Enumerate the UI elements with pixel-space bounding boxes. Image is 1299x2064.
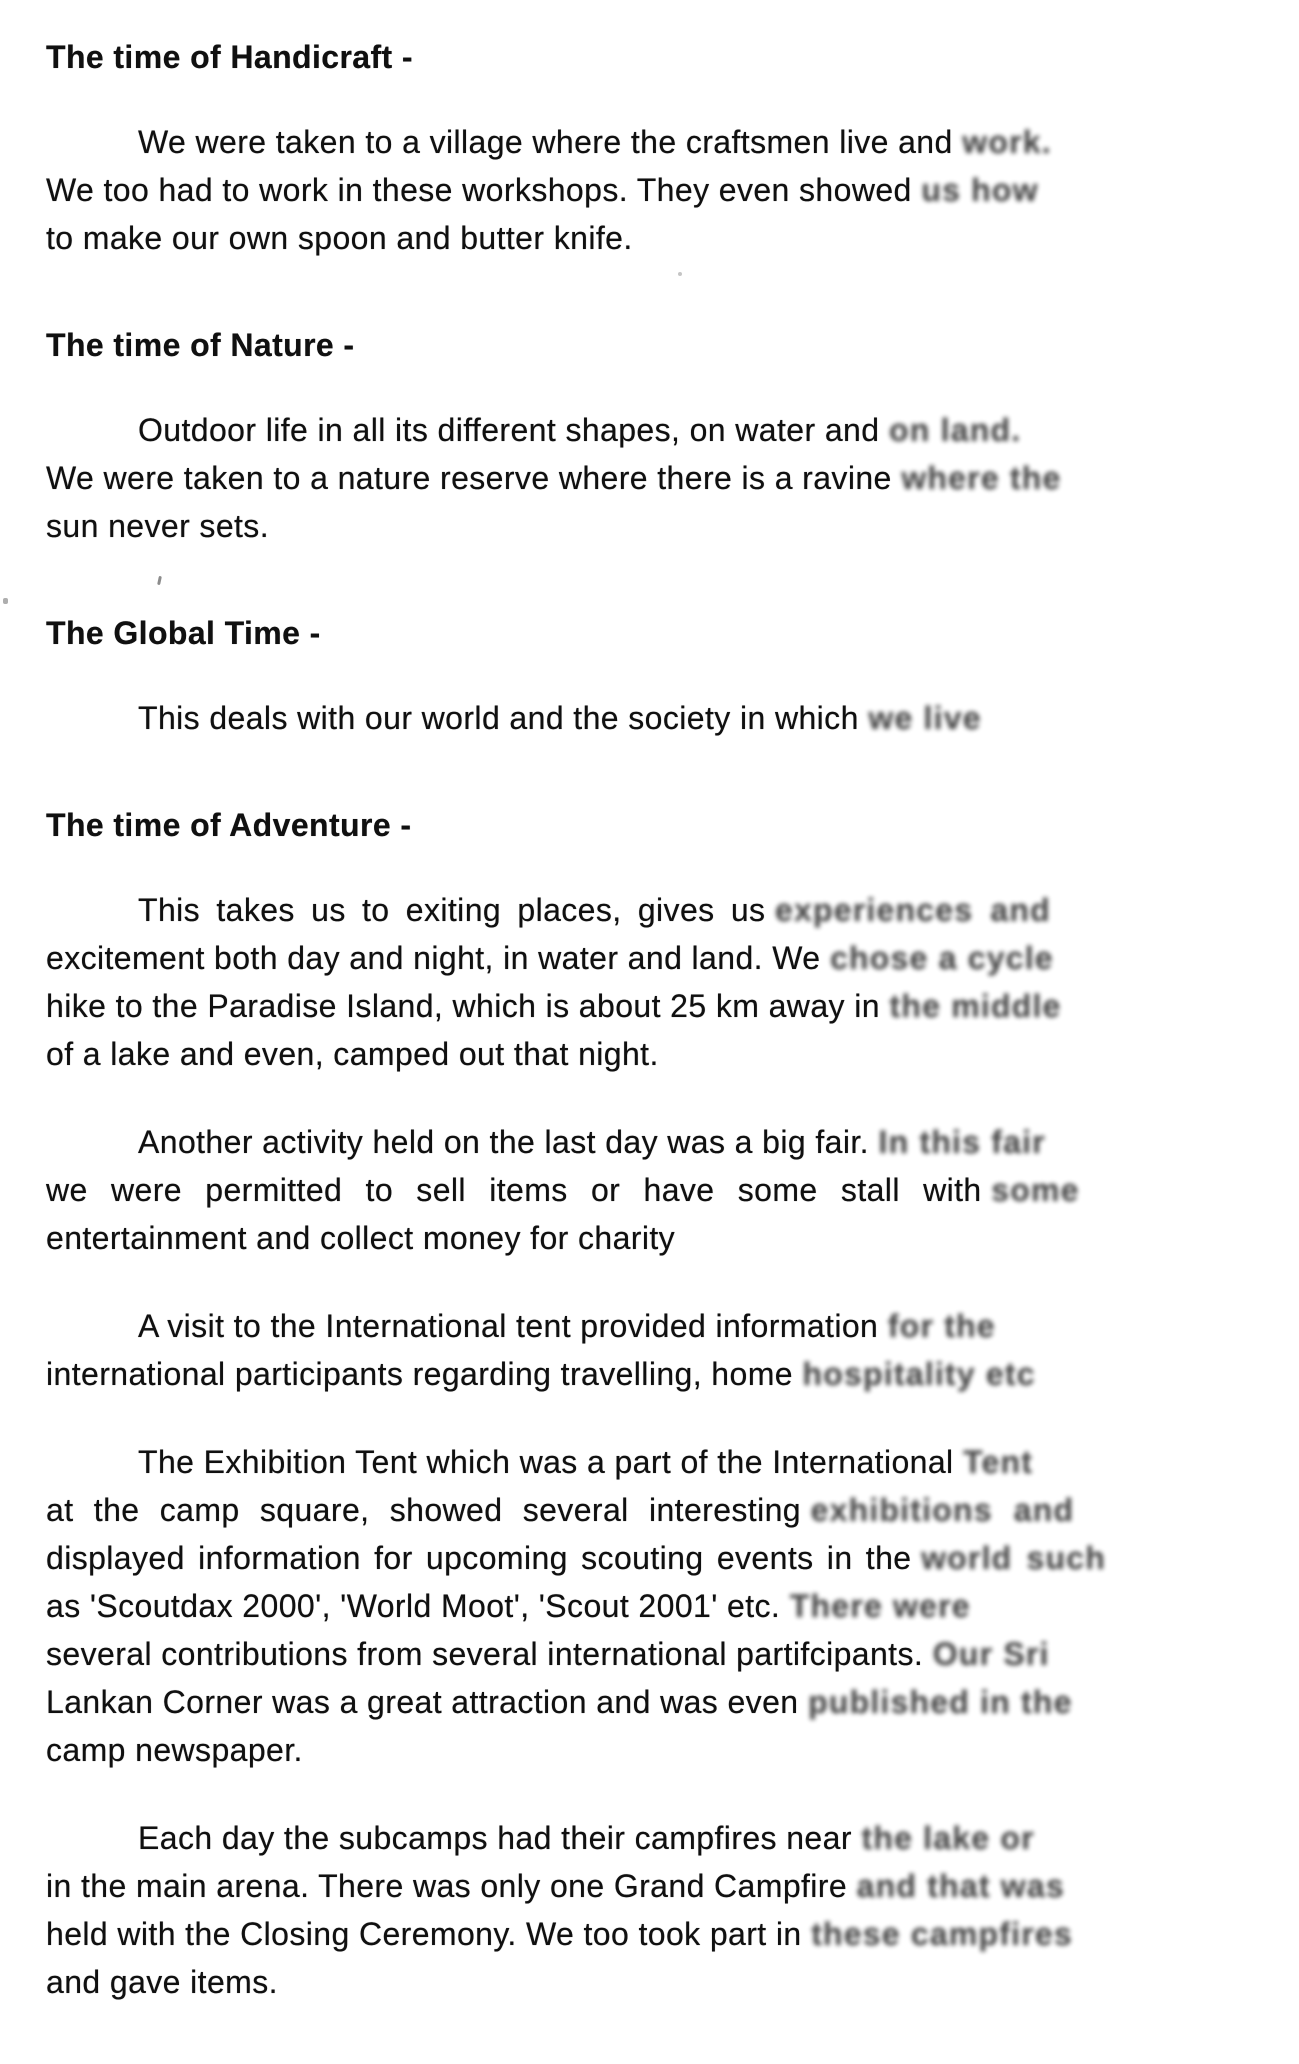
- section-heading-adventure: The time of Adventure -: [46, 807, 412, 843]
- smeared-text: There were: [789, 1588, 971, 1624]
- line-text: We were taken to a nature reserve where there is a ravine: [46, 460, 892, 496]
- text-line: [46, 1486, 1279, 1534]
- text-line: [46, 1350, 1279, 1398]
- smeared-text: the middle: [889, 988, 1062, 1024]
- smeared-text: exhibitions and: [810, 1492, 1075, 1528]
- paragraph-adventure: [46, 886, 1279, 1078]
- paragraph-nature: [46, 406, 1279, 550]
- line-text: The Exhibition Tent which was a part of the International: [138, 1444, 954, 1480]
- text-line: [46, 1534, 1279, 1582]
- smeared-text: we live: [868, 700, 982, 736]
- text-line: [46, 1678, 1279, 1726]
- text-line: [46, 982, 1279, 1030]
- line-text: at the camp square, showed several interesting: [46, 1492, 801, 1528]
- paragraph-handicraft: [46, 118, 1279, 262]
- text-line: [46, 694, 1279, 742]
- text-line: [46, 214, 1279, 262]
- text-line: [46, 1910, 1279, 1958]
- smeared-text: chose a cycle: [830, 940, 1054, 976]
- scan-speck: [157, 576, 162, 585]
- paragraph-global-time: [46, 694, 1279, 742]
- text-line: [46, 406, 1279, 454]
- line-text: international participants regarding travelling, home: [46, 1356, 793, 1392]
- smeared-text: work.: [962, 124, 1052, 160]
- section-heading-handicraft: The time of Handicraft -: [46, 39, 413, 75]
- smeared-text: Our Sri: [932, 1636, 1050, 1672]
- smeared-text: for the: [887, 1308, 996, 1344]
- paragraph-fair: [46, 1118, 1279, 1262]
- smeared-text: published in the: [808, 1684, 1073, 1720]
- smeared-text: Tent: [963, 1444, 1034, 1480]
- line-text: held with the Closing Ceremony. We too took part in: [46, 1916, 802, 1952]
- smeared-text: and that was: [856, 1868, 1065, 1904]
- text-line: [46, 166, 1279, 214]
- line-text: sun never sets.: [46, 508, 269, 544]
- smeared-text: us how: [921, 172, 1039, 208]
- text-line: [46, 886, 1279, 934]
- line-text: A visit to the International tent provided information: [138, 1308, 879, 1344]
- smeared-text: where the: [901, 460, 1062, 496]
- line-text: displayed information for upcoming scouting events in the: [46, 1540, 912, 1576]
- line-text: excitement both day and night, in water and land. We: [46, 940, 821, 976]
- text-line: [46, 1030, 1279, 1078]
- text-line: [46, 1726, 1279, 1774]
- text-line: [46, 1862, 1279, 1910]
- line-text: several contributions from several international partifcipants.: [46, 1636, 924, 1672]
- smeared-text: In this fair: [878, 1124, 1046, 1160]
- text-line: [46, 118, 1279, 166]
- line-text: and gave items.: [46, 1964, 278, 2000]
- text-line: [46, 454, 1279, 502]
- text-line: [46, 1958, 1279, 2006]
- text-line: [46, 1438, 1279, 1486]
- line-text: Outdoor life in all its different shapes, on water and: [138, 412, 880, 448]
- smeared-text: these campfires: [811, 1916, 1073, 1952]
- text-line: [46, 1118, 1279, 1166]
- text-line: [46, 1214, 1279, 1262]
- smeared-text: on land.: [889, 412, 1022, 448]
- text-line: [46, 1814, 1279, 1862]
- smeared-text: some: [991, 1172, 1080, 1208]
- text-line: [46, 1166, 1279, 1214]
- section-heading-nature: The time of Nature -: [46, 327, 355, 363]
- smeared-text: experiences and: [775, 892, 1051, 928]
- text-line: [46, 502, 1279, 550]
- text-line: [46, 1582, 1279, 1630]
- line-text: We were taken to a village where the craftsmen live and: [138, 124, 953, 160]
- line-text: Another activity held on the last day was a big fair.: [138, 1124, 869, 1160]
- line-text: camp newspaper.: [46, 1732, 303, 1768]
- scan-speck: [678, 272, 682, 276]
- paragraph-campfires: [46, 1814, 1279, 2006]
- text-line: [46, 1302, 1279, 1350]
- smeared-text: hospitality etc: [802, 1356, 1036, 1392]
- line-text: We too had to work in these workshops. They even showed: [46, 172, 912, 208]
- section-heading-global-time: The Global Time -: [46, 615, 321, 651]
- line-text: in the main arena. There was only one Grand Campfire: [46, 1868, 848, 1904]
- line-text: This takes us to exiting places, gives us: [138, 892, 766, 928]
- text-line: [46, 934, 1279, 982]
- line-text: hike to the Paradise Island, which is about 25 km away in: [46, 988, 880, 1024]
- scan-speck: [3, 598, 8, 604]
- line-text: to make our own spoon and butter knife.: [46, 220, 633, 256]
- paragraph-international-tent: [46, 1302, 1279, 1398]
- text-line: [46, 1630, 1279, 1678]
- line-text: we were permitted to sell items or have some stall with: [46, 1172, 982, 1208]
- line-text: of a lake and even, camped out that night.: [46, 1036, 659, 1072]
- line-text: Each day the subcamps had their campfires near: [138, 1820, 852, 1856]
- line-text: entertainment and collect money for charity: [46, 1220, 676, 1256]
- line-text: This deals with our world and the society in which: [138, 700, 859, 736]
- smeared-text: the lake or: [861, 1820, 1035, 1856]
- line-text: as 'Scoutdax 2000', 'World Moot', 'Scout 2001' etc.: [46, 1588, 781, 1624]
- line-text: Lankan Corner was a great attraction and was even: [46, 1684, 799, 1720]
- smeared-text: world such: [921, 1540, 1106, 1576]
- paragraph-exhibition-tent: [46, 1438, 1279, 1774]
